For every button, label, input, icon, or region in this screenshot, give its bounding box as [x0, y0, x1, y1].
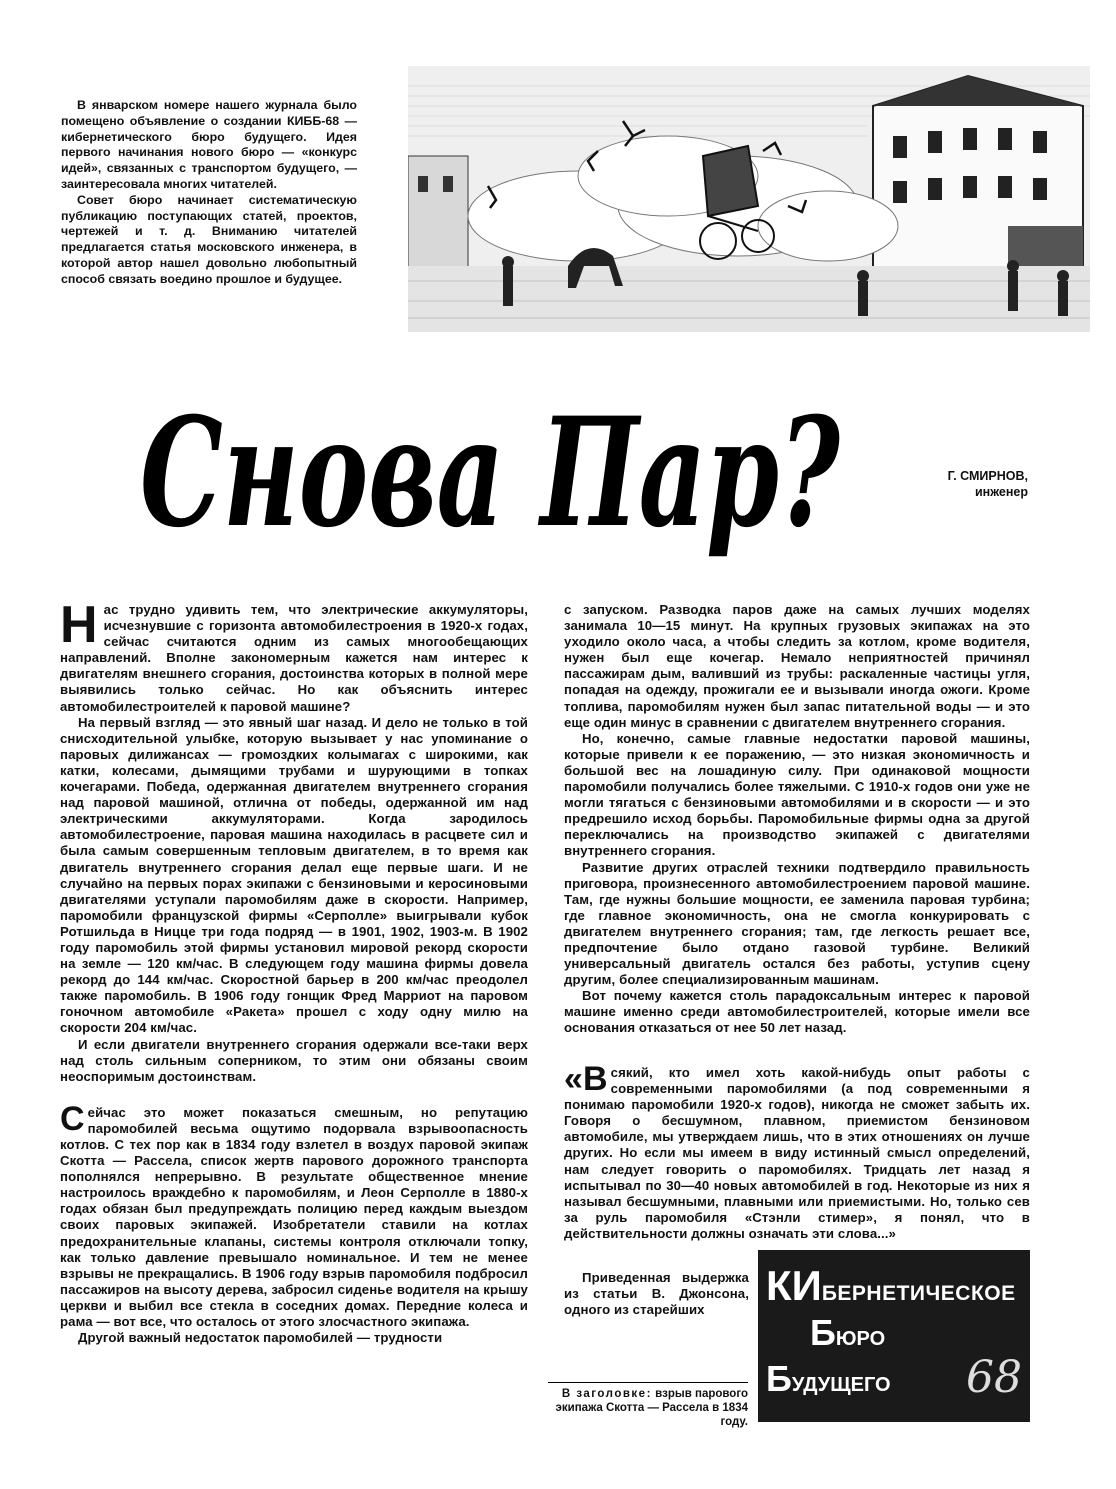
intro-paragraph-2: Совет бюро начинает систематическую публикацию поступающих статей, проектов, чертежей и т. д. Вниманию читателей предлагается статья московского инженера, в которой автор нашел довольно любопытный способ связать воедино прошлое и будущее.: [61, 192, 357, 286]
col1-paragraph-4: ейчас это может показаться смешным, но репутацию паромобилей весьма ощутимо подорвала взрывоопасность котлов. С тех пор как в 1834 году взлетел в воздух паровой экипаж Скотта — Рассела, список жертв парового дорожного транспорта пополнялся непрерывно. В результате общественное мнение настроилось враждебно к паромобилям, и Леон Серполле в 1880-х годах обязан был предупреждать полицию перед каждым выездом своих паровых экипажей. Изобретатели ставили на котлах предохранительные клапаны, системы контроля отключали топку, как только давление превышало номинальное. И тем не менее взрывы не прекращались. В 1906 году взрыв паромобиля подбросил пассажиров на высоту дерева, забросил сиденье водителя на крышу церкви и выбил все стекла в соседних домах. Передние колеса и рама — вот все, что осталось от этого злосчастного экипажа.: [60, 1104, 528, 1330]
author-block: [900, 468, 1028, 500]
column-2: [564, 602, 1030, 1037]
headline: [130, 360, 890, 600]
col2-paragraph-1: с запуском. Разводка паров даже на самых лучших моделях занимала 10—15 минут. На крупных грузовых экипажах на это уходило около часа, а чтобы следить за котлом, кроме водителя, нужен был еще кочегар. Немало неприятностей причинял пассажирам дым, валивший из трубы: раскаленные частицы угля, попадая на одежду, прожигали ее и вызывали иногда ожоги. Кроме топлива, паромобилям нужен был запас питательной воды — и это еще один минус в сравнении с двигателем внутреннего сгорания.: [564, 602, 1030, 730]
column-1: [60, 596, 528, 1346]
header-caption: [548, 1382, 748, 1429]
author-name: Г. СМИРНОВ,: [947, 469, 1028, 483]
col2-paragraph-2: Но, конечно, самые главные недостатки паровой машины, которые привели к ее поражению, — это низкая экономичность и большой вес на лошадиную силу. При одинаковой мощности паромобили получались более тяжелыми. С 1910-х годов они уже не могли тягаться с бензиновыми автомобилями и в скорости — и это предрешило исход борьбы. Паромобильные фирмы одна за другой переключались на производство экипажей с двигателями внутреннего сгорания.: [564, 730, 1030, 859]
caption-lead: В заголовке:: [561, 1388, 652, 1400]
col2-paragraph-3: Развитие других отраслей техники подтвердило правильность приговора, произнесенного автомобилестроением паровой машине. Там, где нужны большие мощности, ее заменила паровая турбина; где главное экономичность, она не смогла конкурировать с двигателем внутреннего сгорания; там, где легкость решает все, предпочтение было отдано газовой турбине. Великий универсальный двигатель остался без работы, уступив сцену другим, более специализированным машинам.: [564, 859, 1030, 988]
explosion-illustration: [408, 66, 1090, 332]
caption-text: взрыв парового экипажа Скотта — Рассела в 1834 году.: [555, 1388, 748, 1428]
source-note: [564, 1270, 749, 1318]
logo-number: 68: [966, 1352, 1022, 1403]
col1-paragraph-1: ас трудно удивить тем, что электрические аккумуляторы, исчезнувшие с горизонта автомобилестроения в 1920-х годах, сейчас считаются одним из самых многообещающих направлений. Вполне закономерным кажется нам интерес к двигателям внешнего сгорания, достоинства которых в полной мере выявились только сейчас. Но как объяснить интерес автомобилестроителей к паровой машине?: [60, 602, 528, 714]
col1-paragraph-3: И если двигатели внутреннего сгорания одержали все-таки верх над столь сильным соперником, то этим они обязаны своим неоспоримым достоинствам.: [60, 1036, 528, 1084]
col2-paragraph-4: Вот почему кажется столь парадоксальным интерес к паровой машине именно среди автомобилестроителей, которые имели все основания отказаться от нее 50 лет назад.: [564, 988, 1030, 1036]
author-role: инженер: [974, 485, 1028, 499]
intro-text: [61, 98, 357, 288]
source-text: Приведенная выдержка из статьи В. Джонсона, одного из старейших: [564, 1270, 749, 1318]
quote-block: [564, 1060, 1030, 1242]
logo-line3: УДУЩЕГО: [791, 1374, 891, 1396]
logo-line2: ЮРО: [835, 1328, 886, 1350]
intro-paragraph-1: В январском номере нашего журнала было помещено объявление о создании КИББ-68 — кибернетического бюро будущего. Идея первого начинания нового бюро — «конкурс идей», связанных с транспортом будущего, — заинтересовала многих читателей.: [61, 98, 357, 191]
quote-dropcap: «В: [564, 1060, 608, 1098]
kibb-logo: [758, 1250, 1030, 1422]
logo-line1: БЕРНЕТИЧЕСКОЕ: [821, 1282, 1016, 1305]
headline-text: Снова Пар?: [140, 385, 842, 561]
dropcap-s: С: [60, 1099, 85, 1138]
quote-text: сякий, кто имел хоть какой-нибудь опыт работы с современными паромобилями (а под современными я понимаю паромобили 1920-х годов), никогда не сможет забыть их. Говоря о бесшумном, плавном, приемистом бензиновом автомобиле, мы утверждаем лишь, что в этих отношениях он лучше других. Но если мы имеем в виду истинный смысл определений, нам следует говорить о паромобилях. Тридцать лет назад я испытывал по 30—40 новых автомобилей в год. Некоторые из них я называл бесшумными, плавными или приемистыми. Но, только сев за руль паромобиля «Стэнли стимер», я понял, что в действительности должны означать эти слова...»: [564, 1065, 1030, 1241]
logo-b1: Б: [810, 1312, 836, 1353]
logo-b2: Б: [766, 1358, 792, 1399]
logo-ki: КИ: [766, 1262, 822, 1309]
col1-paragraph-2: На первый взгляд — это явный шаг назад. И дело не только в той снисходительной улыбке, которую вызывает у нас упоминание о паровых дилижансах — громоздких колымагах с широкими, как катки, колесами, дымящими трубами и шурующими в топках кочегарами. Победа, одержанная двигателем внутреннего сгорания над паровой машиной, отлична от победы, одержанной им над электрическими аккумуляторами. Когда зародилось автомобилестроение, паровая машина находилась в расцвете сил и была самым совершенным тепловым двигателем, в то время как двигатель внутреннего сгорания делал еще первые шаги. И не случайно на первых порах экипажи с бензиновыми и керосиновыми двигателями уступали паромобилям даже в скорости. Например, паромобили французской фирмы «Серполле» выигрывали кубок Ротшильда в Ницце три года подряд — в 1901, 1902, 1903-м. В 1902 году паромобиль этой фирмы установил мировой рекорд скорости на земле — 120 км/час. В следующем году машина фирмы довела рекорд до 144 км/час. Скоростной барьер в 200 км/час преодолел также паромобиль. В 1906 году гонщик Фред Марриот на паровом гоночном автомобиле «Ракета» прошел с ходу одну милю на скорости 204 км/час.: [60, 714, 528, 1036]
col1-paragraph-5: Другой важный недостаток паромобилей — трудности: [78, 1330, 443, 1346]
dropcap-n: Н: [60, 596, 98, 654]
